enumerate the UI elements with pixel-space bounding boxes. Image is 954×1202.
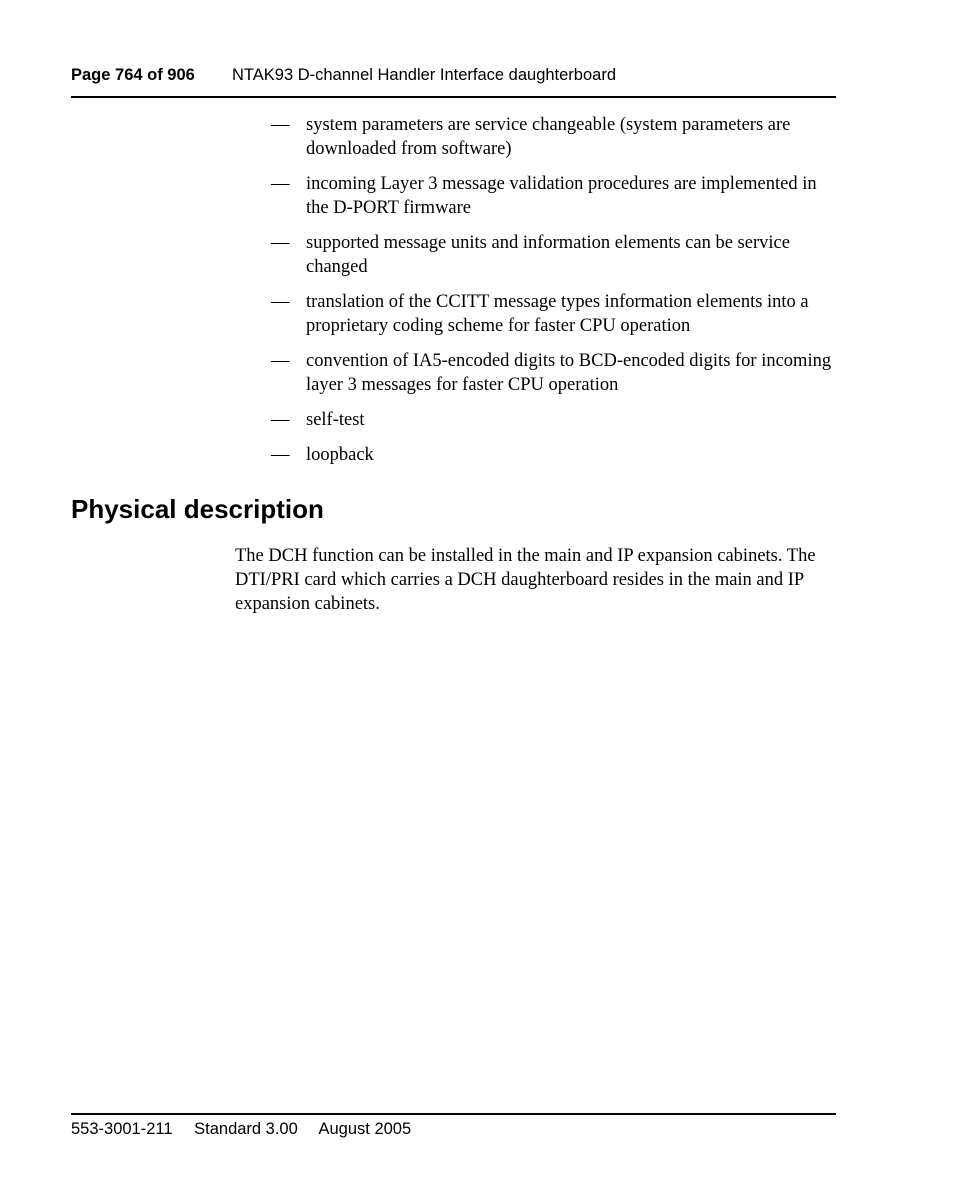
publication-date: August 2005: [318, 1120, 412, 1138]
page-number: Page 764 of 906: [71, 66, 195, 84]
list-dash: —: [271, 292, 290, 312]
list-item: [271, 408, 841, 432]
list-item-text: incoming Layer 3 message validation procedures are implemented in the D-PORT firmware: [306, 174, 817, 218]
standard-version: Standard 3.00: [194, 1120, 298, 1138]
document-title: NTAK93 D-channel Handler Interface daughterboard: [232, 66, 617, 84]
list-item: [271, 231, 841, 279]
page-footer: [71, 1113, 836, 1139]
list-dash: —: [271, 410, 290, 430]
list-item: [271, 443, 841, 467]
feature-list: [271, 113, 841, 478]
list-item: [271, 113, 841, 161]
list-item-text: supported message units and information elements can be service changed: [306, 233, 790, 277]
list-item-text: translation of the CCITT message types information elements into a proprietary coding scheme for faster CPU operation: [306, 292, 809, 336]
list-dash: —: [271, 233, 290, 253]
list-item: [271, 349, 841, 397]
list-dash: —: [271, 174, 290, 194]
list-dash: —: [271, 115, 290, 135]
list-item: [271, 290, 841, 338]
list-item-text: convention of IA5-encoded digits to BCD-encoded digits for incoming layer 3 messages for faster CPU operation: [306, 351, 832, 395]
list-item-text: system parameters are service changeable (system parameters are downloaded from software): [306, 115, 791, 159]
list-item-text: self-test: [306, 410, 365, 430]
list-dash: —: [271, 445, 290, 465]
list-dash: —: [271, 351, 290, 371]
list-item-text: loopback: [306, 445, 374, 465]
section-heading: Physical description: [71, 494, 324, 524]
list-item: [271, 172, 841, 220]
body-paragraph: The DCH function can be installed in the main and IP expansion cabinets. The DTI/PRI card which carries a DCH daughterboard resides in the main and IP expansion cabinets.: [235, 546, 816, 614]
page-header: [71, 66, 836, 98]
document-number: 553-3001-211: [71, 1120, 173, 1138]
